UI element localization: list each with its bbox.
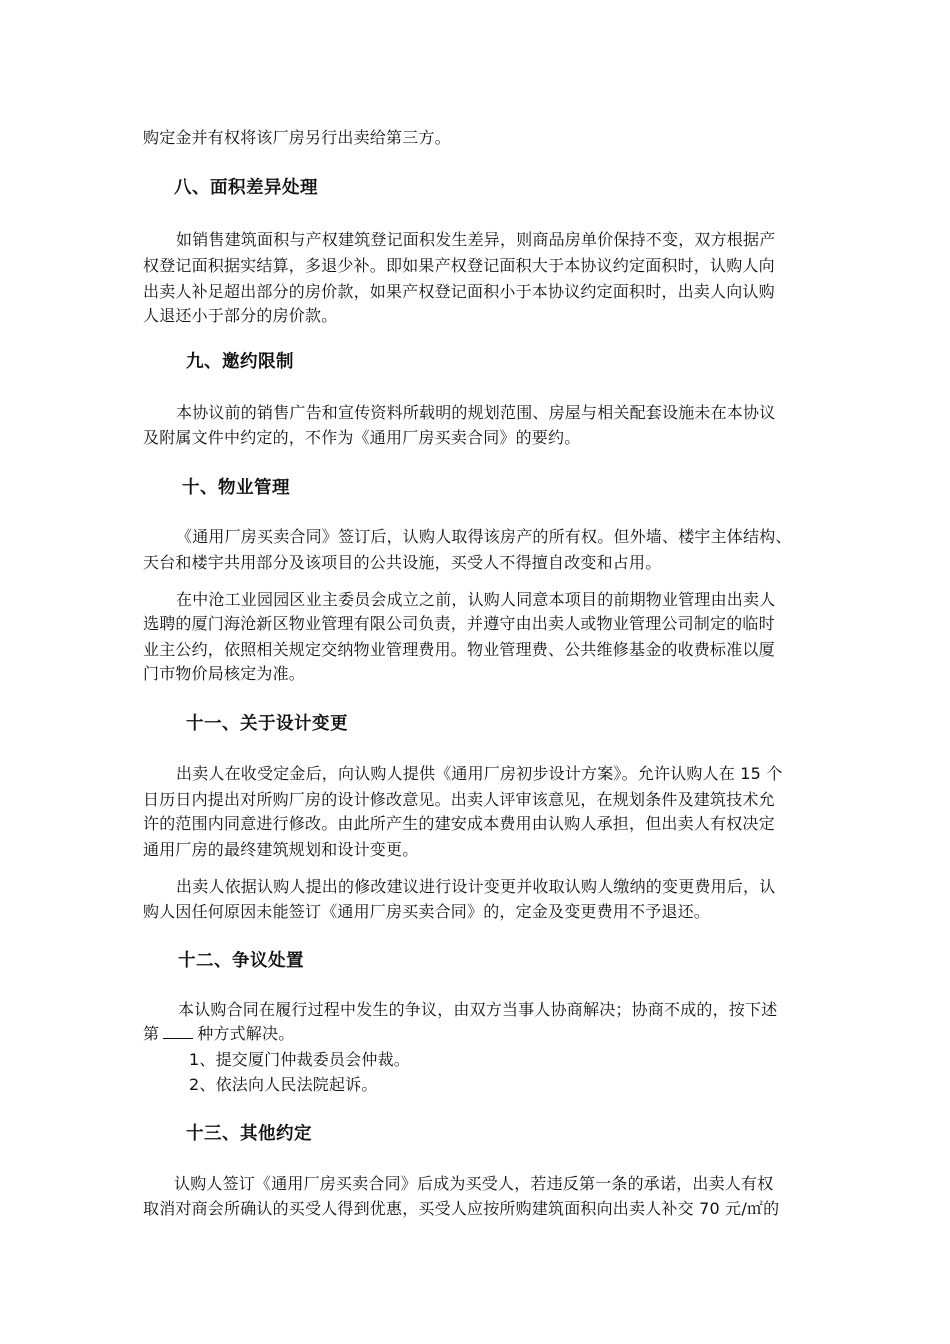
s11-p1-line: 出卖人在收受定金后，向认购人提供《通用厂房初步设计方案》。允许认购人在 15 个 bbox=[176, 764, 783, 783]
s12-prefix: 第 bbox=[143, 1024, 160, 1043]
s10-p2-line: 门市物价局核定为准。 bbox=[143, 664, 306, 683]
section-8-heading: 八、面积差异处理 bbox=[174, 178, 318, 198]
s12-suffix: 种方式解决。 bbox=[197, 1024, 295, 1043]
s12-option: 2、依法向人民法院起诉。 bbox=[189, 1075, 378, 1094]
s10-p2-line: 选聘的厦门海沧新区物业管理有限公司负责，并遵守由出卖人或物业管理公司制定的临时 bbox=[143, 614, 775, 633]
s9-line: 本协议前的销售广告和宣传资料所载明的规划范围、房屋与相关配套设施未在本协议 bbox=[176, 403, 776, 422]
s11-p1-line: 通用厂房的最终建筑规划和设计变更。 bbox=[143, 840, 419, 859]
s8-line: 权登记面积据实结算，多退少补。即如果产权登记面积大于本协议约定面积时，认购人向 bbox=[143, 256, 775, 275]
s13-line: 认购人签订《通用厂房买卖合同》后成为买受人，若违反第一条的承诺，出卖人有权 bbox=[174, 1174, 774, 1193]
s11-p1-line: 许的范围内同意进行修改。由此所产生的建安成本费用由认购人承担，但出卖人有权决定 bbox=[143, 814, 775, 833]
s11-p2-line: 出卖人依据认购人提出的修改建议进行设计变更并收取认购人缴纳的变更费用后，认 bbox=[176, 877, 776, 896]
section-10-heading: 十、物业管理 bbox=[182, 478, 290, 498]
s8-line: 如销售建筑面积与产权建筑登记面积发生差异，则商品房单价保持不变，双方根据产 bbox=[176, 230, 776, 249]
s9-line: 及附属文件中约定的，不作为《通用厂房买卖合同》的要约。 bbox=[143, 428, 581, 447]
section-13-heading: 十三、其他约定 bbox=[186, 1124, 312, 1144]
s10-p1-line: 天台和楼宇共用部分及该项目的公共设施，买受人不得擅自改变和占用。 bbox=[143, 553, 662, 572]
s8-line: 出卖人补足超出部分的房价款，如果产权登记面积小于本协议约定面积时，出卖人向认购 bbox=[143, 282, 775, 301]
s11-p1-line: 日历日内提出对所购厂房的设计修改意见。出卖人评审该意见，在规划条件及建筑技术允 bbox=[143, 790, 775, 809]
s12-line-with-blank bbox=[143, 1022, 294, 1046]
section-11-heading: 十一、关于设计变更 bbox=[186, 714, 348, 734]
s12-line: 本认购合同在履行过程中发生的争议，由双方当事人协商解决；协商不成的，按下述 bbox=[178, 1000, 778, 1019]
s8-line: 人退还小于部分的房价款。 bbox=[143, 306, 338, 325]
s10-p2-line: 在中沧工业园园区业主委员会成立之前，认购人同意本项目的前期物业管理由出卖人 bbox=[176, 590, 776, 609]
section-12-heading: 十二、争议处置 bbox=[178, 951, 304, 971]
section-9-heading: 九、邀约限制 bbox=[186, 352, 294, 372]
s13-line: 取消对商会所确认的买受人得到优惠，买受人应按所购建筑面积向出卖人补交 70 元/㎡的 bbox=[143, 1199, 780, 1218]
s11-p2-line: 购人因任何原因未能签订《通用厂房买卖合同》的，定金及变更费用不予退还。 bbox=[143, 902, 711, 921]
intro-tail-line: 购定金并有权将该厂房另行出卖给第三方。 bbox=[143, 128, 451, 147]
s10-p1-line: 《通用厂房买卖合同》签订后，认购人取得该房产的所有权。但外墙、楼宇主体结构、 bbox=[176, 527, 792, 546]
s10-p2-line: 业主公约，依照相关规定交纳物业管理费用。物业管理费、公共维修基金的收费标准以厦 bbox=[143, 640, 775, 659]
s12-option: 1、提交厦门仲裁委员会仲裁。 bbox=[189, 1050, 410, 1069]
choice-blank bbox=[163, 1023, 193, 1039]
